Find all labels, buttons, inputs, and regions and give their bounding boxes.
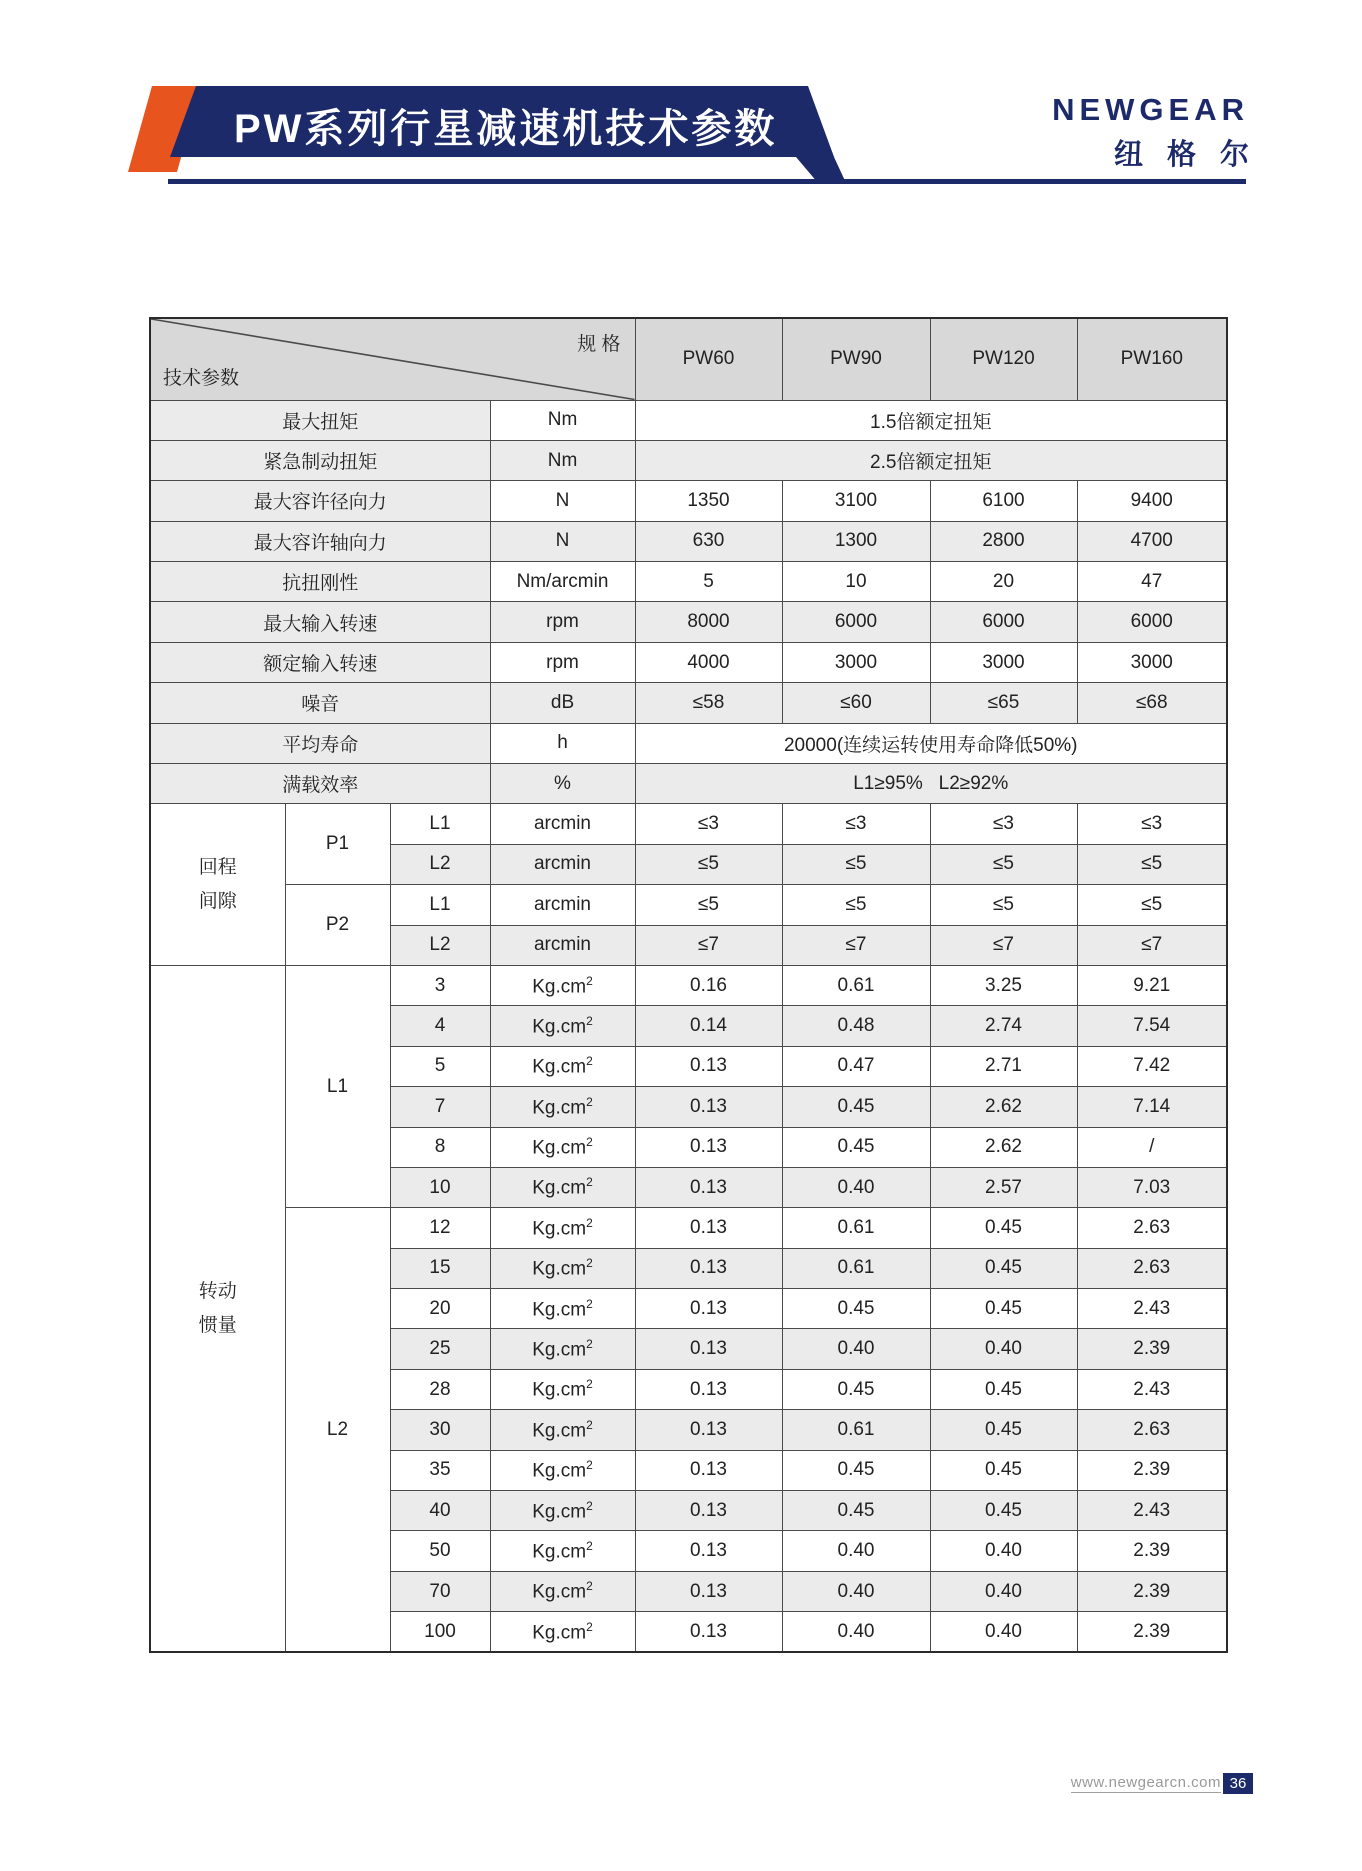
spec-label: 噪音 bbox=[150, 683, 490, 723]
inertia-value: 0.13 bbox=[635, 1571, 782, 1611]
spec-value-merged: 1.5倍额定扭矩 bbox=[635, 400, 1227, 440]
inertia-value: 2.39 bbox=[1077, 1571, 1227, 1611]
spec-value: 5 bbox=[635, 562, 782, 602]
page-title: PW系列行星减速机技术参数 bbox=[234, 107, 778, 151]
spec-label: 满载效率 bbox=[150, 764, 490, 804]
spec-value: 1350 bbox=[635, 481, 782, 521]
model-header: PW160 bbox=[1077, 318, 1227, 400]
backlash-value: ≤7 bbox=[1077, 925, 1227, 965]
inertia-section-label: 转动 惯量 bbox=[150, 965, 285, 1652]
spec-unit: Nm/arcmin bbox=[490, 562, 635, 602]
inertia-value: 7.14 bbox=[1077, 1087, 1227, 1127]
inertia-value: 0.40 bbox=[782, 1531, 930, 1571]
inertia-value: 0.13 bbox=[635, 1450, 782, 1490]
inertia-ratio-cell: 3 bbox=[390, 965, 490, 1005]
inertia-value: 0.40 bbox=[930, 1571, 1077, 1611]
inertia-value: 0.40 bbox=[782, 1612, 930, 1652]
header-rule-line bbox=[168, 179, 1246, 184]
inertia-unit: $Kg.cm^2$ bbox=[490, 1450, 635, 1490]
inertia-value: 7.54 bbox=[1077, 1006, 1227, 1046]
inertia-value: 0.61 bbox=[782, 965, 930, 1005]
inertia-unit: $Kg.cm^2$ bbox=[490, 1006, 635, 1046]
backlash-grade-cell: P2 bbox=[285, 885, 390, 966]
inertia-value: 0.13 bbox=[635, 1329, 782, 1369]
corner-spec-label: 规 格 bbox=[577, 334, 621, 355]
spec-value: 8000 bbox=[635, 602, 782, 642]
inertia-value: 0.14 bbox=[635, 1006, 782, 1046]
backlash-value: ≤7 bbox=[782, 925, 930, 965]
inertia-ratio-cell: 40 bbox=[390, 1491, 490, 1531]
inertia-value: 0.45 bbox=[782, 1087, 930, 1127]
inertia-value: 2.43 bbox=[1077, 1289, 1227, 1329]
spec-value: 1300 bbox=[782, 521, 930, 561]
inertia-value: 9.21 bbox=[1077, 965, 1227, 1005]
inertia-value: 0.45 bbox=[930, 1208, 1077, 1248]
backlash-value: ≤5 bbox=[782, 885, 930, 925]
inertia-value: 0.13 bbox=[635, 1289, 782, 1329]
spec-unit: h bbox=[490, 723, 635, 763]
inertia-value: 7.42 bbox=[1077, 1046, 1227, 1086]
inertia-unit: $Kg.cm^2$ bbox=[490, 1208, 635, 1248]
spec-label: 最大输入转速 bbox=[150, 602, 490, 642]
inertia-value: 0.13 bbox=[635, 1410, 782, 1450]
inertia-value: 2.39 bbox=[1077, 1329, 1227, 1369]
inertia-value: 0.45 bbox=[930, 1369, 1077, 1409]
inertia-unit: $Kg.cm^2$ bbox=[490, 1369, 635, 1409]
backlash-value: ≤5 bbox=[930, 844, 1077, 884]
spec-label: 额定输入转速 bbox=[150, 642, 490, 682]
model-header: PW90 bbox=[782, 318, 930, 400]
inertia-value: 2.74 bbox=[930, 1006, 1077, 1046]
inertia-value: 0.13 bbox=[635, 1167, 782, 1207]
inertia-unit: $Kg.cm^2$ bbox=[490, 1087, 635, 1127]
inertia-ratio-cell: 12 bbox=[390, 1208, 490, 1248]
inertia-ratio-cell: 10 bbox=[390, 1167, 490, 1207]
inertia-unit: $Kg.cm^2$ bbox=[490, 1410, 635, 1450]
spec-value: 6000 bbox=[1077, 602, 1227, 642]
corner-cell bbox=[150, 318, 635, 400]
spec-unit: N bbox=[490, 481, 635, 521]
spec-value: 630 bbox=[635, 521, 782, 561]
backlash-value: ≤5 bbox=[635, 844, 782, 884]
spec-value: 6100 bbox=[930, 481, 1077, 521]
inertia-value: 0.13 bbox=[635, 1491, 782, 1531]
backlash-value: ≤5 bbox=[782, 844, 930, 884]
backlash-section-label: 回程 间隙 bbox=[150, 804, 285, 966]
inertia-unit: $Kg.cm^2$ bbox=[490, 1167, 635, 1207]
model-header: PW120 bbox=[930, 318, 1077, 400]
inertia-value: 3.25 bbox=[930, 965, 1077, 1005]
spec-value: ≤58 bbox=[635, 683, 782, 723]
backlash-value: ≤3 bbox=[782, 804, 930, 844]
inertia-value: 2.62 bbox=[930, 1127, 1077, 1167]
spec-value: 9400 bbox=[1077, 481, 1227, 521]
backlash-stage-cell: L1 bbox=[390, 885, 490, 925]
inertia-value: 0.61 bbox=[782, 1410, 930, 1450]
spec-unit: N bbox=[490, 521, 635, 561]
inertia-ratio-cell: 70 bbox=[390, 1571, 490, 1611]
spec-label: 紧急制动扭矩 bbox=[150, 440, 490, 480]
spec-value-merged: 2.5倍额定扭矩 bbox=[635, 440, 1227, 480]
page-number-badge: 36 bbox=[1223, 1773, 1253, 1794]
spec-value: 4700 bbox=[1077, 521, 1227, 561]
inertia-value: 0.13 bbox=[635, 1127, 782, 1167]
inertia-value: 0.40 bbox=[930, 1531, 1077, 1571]
inertia-value: 0.40 bbox=[782, 1329, 930, 1369]
backlash-value: ≤5 bbox=[1077, 844, 1227, 884]
inertia-value: 0.16 bbox=[635, 965, 782, 1005]
spec-unit: rpm bbox=[490, 602, 635, 642]
inertia-value: 2.39 bbox=[1077, 1531, 1227, 1571]
backlash-unit: arcmin bbox=[490, 844, 635, 884]
spec-table bbox=[149, 317, 1228, 1653]
inertia-value: 0.13 bbox=[635, 1208, 782, 1248]
inertia-value: 0.13 bbox=[635, 1248, 782, 1288]
inertia-value: 0.45 bbox=[782, 1369, 930, 1409]
corner-param-label: 技术参数 bbox=[163, 367, 240, 389]
inertia-stage-cell: L2 bbox=[285, 1208, 390, 1652]
brand-logo bbox=[1052, 92, 1273, 173]
inertia-value: 0.61 bbox=[782, 1208, 930, 1248]
spec-unit: rpm bbox=[490, 642, 635, 682]
inertia-value: / bbox=[1077, 1127, 1227, 1167]
inertia-value: 2.63 bbox=[1077, 1248, 1227, 1288]
spec-value-merged: 20000(连续运转使用寿命降低50%) bbox=[635, 723, 1227, 763]
spec-value: 2800 bbox=[930, 521, 1077, 561]
inertia-value: 0.13 bbox=[635, 1612, 782, 1652]
inertia-ratio-cell: 50 bbox=[390, 1531, 490, 1571]
inertia-value: 0.45 bbox=[782, 1491, 930, 1531]
inertia-unit: $Kg.cm^2$ bbox=[490, 1329, 635, 1369]
inertia-ratio-cell: 100 bbox=[390, 1612, 490, 1652]
inertia-stage-cell: L1 bbox=[285, 965, 390, 1207]
backlash-stage-cell: L1 bbox=[390, 804, 490, 844]
inertia-ratio-cell: 8 bbox=[390, 1127, 490, 1167]
inertia-unit: $Kg.cm^2$ bbox=[490, 1046, 635, 1086]
spec-label: 最大容许径向力 bbox=[150, 481, 490, 521]
inertia-ratio-cell: 15 bbox=[390, 1248, 490, 1288]
backlash-value: ≤7 bbox=[635, 925, 782, 965]
spec-value: 4000 bbox=[635, 642, 782, 682]
spec-value: 3000 bbox=[930, 642, 1077, 682]
spec-value: ≤60 bbox=[782, 683, 930, 723]
inertia-value: 0.13 bbox=[635, 1531, 782, 1571]
inertia-ratio-cell: 28 bbox=[390, 1369, 490, 1409]
spec-value: 47 bbox=[1077, 562, 1227, 602]
inertia-ratio-cell: 30 bbox=[390, 1410, 490, 1450]
backlash-value: ≤3 bbox=[1077, 804, 1227, 844]
backlash-value: ≤7 bbox=[930, 925, 1077, 965]
spec-unit: Nm bbox=[490, 400, 635, 440]
inertia-value: 0.13 bbox=[635, 1369, 782, 1409]
inertia-value: 0.13 bbox=[635, 1046, 782, 1086]
spec-label: 抗扭刚性 bbox=[150, 562, 490, 602]
spec-unit: Nm bbox=[490, 440, 635, 480]
inertia-value: 2.39 bbox=[1077, 1612, 1227, 1652]
inertia-ratio-cell: 20 bbox=[390, 1289, 490, 1329]
inertia-ratio-cell: 4 bbox=[390, 1006, 490, 1046]
inertia-value: 2.57 bbox=[930, 1167, 1077, 1207]
inertia-unit: $Kg.cm^2$ bbox=[490, 1612, 635, 1652]
spec-value: ≤68 bbox=[1077, 683, 1227, 723]
backlash-unit: arcmin bbox=[490, 885, 635, 925]
inertia-value: 0.45 bbox=[930, 1410, 1077, 1450]
inertia-value: 2.63 bbox=[1077, 1410, 1227, 1450]
backlash-value: ≤5 bbox=[1077, 885, 1227, 925]
spec-label: 平均寿命 bbox=[150, 723, 490, 763]
inertia-value: 7.03 bbox=[1077, 1167, 1227, 1207]
inertia-value: 0.40 bbox=[930, 1329, 1077, 1369]
inertia-value: 2.43 bbox=[1077, 1369, 1227, 1409]
inertia-unit: $Kg.cm^2$ bbox=[490, 1531, 635, 1571]
spec-value: 3100 bbox=[782, 481, 930, 521]
inertia-unit: $Kg.cm^2$ bbox=[490, 965, 635, 1005]
inertia-value: 2.63 bbox=[1077, 1208, 1227, 1248]
backlash-grade-cell: P1 bbox=[285, 804, 390, 885]
inertia-value: 0.45 bbox=[930, 1491, 1077, 1531]
inertia-value: 0.45 bbox=[930, 1450, 1077, 1490]
inertia-value: 0.13 bbox=[635, 1087, 782, 1127]
spec-value: 3000 bbox=[782, 642, 930, 682]
spec-value: 3000 bbox=[1077, 642, 1227, 682]
inertia-value: 0.45 bbox=[930, 1248, 1077, 1288]
inertia-value: 0.45 bbox=[782, 1450, 930, 1490]
backlash-value: ≤5 bbox=[635, 885, 782, 925]
inertia-value: 0.48 bbox=[782, 1006, 930, 1046]
backlash-unit: arcmin bbox=[490, 804, 635, 844]
inertia-value: 0.40 bbox=[782, 1167, 930, 1207]
inertia-unit: $Kg.cm^2$ bbox=[490, 1248, 635, 1288]
inertia-unit: $Kg.cm^2$ bbox=[490, 1571, 635, 1611]
backlash-stage-cell: L2 bbox=[390, 844, 490, 884]
backlash-unit: arcmin bbox=[490, 925, 635, 965]
inertia-value: 2.71 bbox=[930, 1046, 1077, 1086]
inertia-ratio-cell: 35 bbox=[390, 1450, 490, 1490]
spec-value: 20 bbox=[930, 562, 1077, 602]
inertia-value: 2.43 bbox=[1077, 1491, 1227, 1531]
backlash-stage-cell: L2 bbox=[390, 925, 490, 965]
spec-unit: % bbox=[490, 764, 635, 804]
backlash-value: ≤3 bbox=[930, 804, 1077, 844]
website-url[interactable]: www.newgearcn.com bbox=[1070, 1774, 1221, 1791]
spec-value: 6000 bbox=[782, 602, 930, 642]
inertia-value: 0.40 bbox=[930, 1612, 1077, 1652]
brand-logo-chinese: 纽格尔 bbox=[1113, 139, 1273, 171]
brand-logo-wordmark: NEWGEAR bbox=[1052, 92, 1249, 127]
backlash-value: ≤5 bbox=[930, 885, 1077, 925]
inertia-value: 0.40 bbox=[782, 1571, 930, 1611]
spec-value-merged: L1≥95% L2≥92% bbox=[635, 764, 1227, 804]
inertia-value: 0.45 bbox=[782, 1127, 930, 1167]
inertia-ratio-cell: 7 bbox=[390, 1087, 490, 1127]
spec-label: 最大容许轴向力 bbox=[150, 521, 490, 561]
inertia-value: 0.45 bbox=[930, 1289, 1077, 1329]
model-header: PW60 bbox=[635, 318, 782, 400]
spec-value: ≤65 bbox=[930, 683, 1077, 723]
spec-value: 10 bbox=[782, 562, 930, 602]
page-footer bbox=[1071, 1773, 1253, 1794]
inertia-value: 0.61 bbox=[782, 1248, 930, 1288]
spec-value: 6000 bbox=[930, 602, 1077, 642]
inertia-ratio-cell: 5 bbox=[390, 1046, 490, 1086]
inertia-ratio-cell: 25 bbox=[390, 1329, 490, 1369]
inertia-value: 0.47 bbox=[782, 1046, 930, 1086]
inertia-value: 2.39 bbox=[1077, 1450, 1227, 1490]
spec-label: 最大扭矩 bbox=[150, 400, 490, 440]
inertia-unit: $Kg.cm^2$ bbox=[490, 1127, 635, 1167]
spec-unit: dB bbox=[490, 683, 635, 723]
inertia-unit: $Kg.cm^2$ bbox=[490, 1289, 635, 1329]
inertia-value: 2.62 bbox=[930, 1087, 1077, 1127]
inertia-value: 0.45 bbox=[782, 1289, 930, 1329]
inertia-unit: $Kg.cm^2$ bbox=[490, 1491, 635, 1531]
backlash-value: ≤3 bbox=[635, 804, 782, 844]
